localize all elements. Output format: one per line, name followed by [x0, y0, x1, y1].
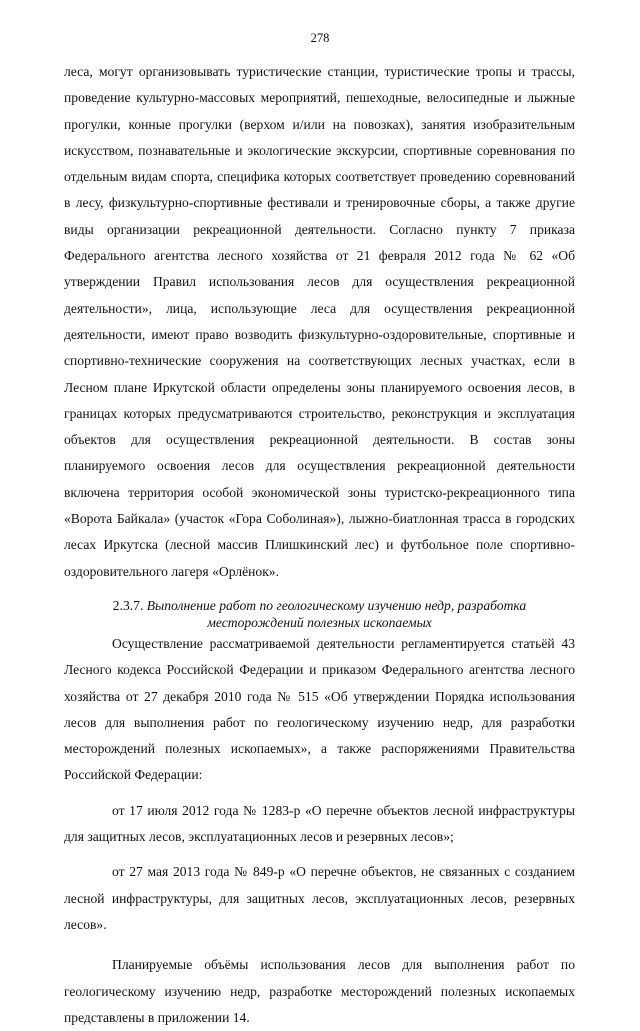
document-body [64, 59, 575, 1031]
section-title: Выполнение работ по геологическому изучению недр, разработка месторождений полезных ископаемых [146, 597, 527, 630]
section-number: 2.3.7. [112, 597, 144, 613]
paragraph-appendix-reference: Планируемые объёмы использования лесов для выполнения работ по геологическому изучению недр, разработке месторождений полезных ископаемых представлены в приложении 14. [64, 957, 575, 1025]
page-number: 278 [310, 31, 330, 45]
section-heading [64, 597, 575, 631]
paragraph-order-1283: от 17 июля 2012 года № 1283-р «О перечне объектов лесной инфраструктуры для защитных лесов, эксплуатационных лесов и резервных лесов»; [64, 802, 575, 845]
paragraph-recreational-activity: леса, могут организовывать туристические станции, туристические тропы и трассы, проведение культурно-массовых мероприятий, пешеходные, велосипедные и лыжные прогулки, конные прогулки (верхом и/или на повозках), занятия изобразительным искусством, познавательные и экологические экскурсии, спортивные соревнования по отдельным видам спорта, специфика которых соответствует проведению соревнований в лесу, физкультурно-спортивные фестивали и тренировочные сборы, а также другие виды организации рекреационной деятельности. Согласно пункту 7 приказа Федерального агентства лесного хозяйства от 21 февраля 2012 года № 62 «Об утверждении Правил использования лесов для осуществления рекреационной деятельности», лица, использующие леса для осуществления рекреационной деятельности, имеют право возводить физкультурно-оздоровительные, спортивные и спортивно-технические сооружения на соответствующих лесных участках, если в Лесном плане Иркутской области определены зоны планируемого освоения лесов, в границах которых предусматриваются строительство, реконструкция и эксплуатация объектов для осуществления рекреационной деятельности. В состав зоны планируемого освоения лесов для осуществления рекреационной деятельности включена территория особой экономической зоны туристско-рекреационного типа «Ворота Байкала» (участок «Гора Соболиная»), лыжно-биатлонная трасса в городских лесах Иркутска (лесной массив Плишкинский лес) и футбольное поле спортивно-оздоровительного лагеря «Орлёнок». [64, 64, 575, 579]
paragraph-regulation: Осуществление рассматриваемой деятельности регламентируется статьёй 43 Лесного кодекса Российской Федерации и приказом Федерального агентства лесного хозяйства от 27 декабря 2010 года № 515 «Об утверждении Порядка использования лесов для выполнения работ по геологическому изучению недр, для разработки месторождений полезных ископаемых», а также распоряжениями Правительства Российской Федерации: [64, 635, 575, 783]
paragraph-order-849: от 27 мая 2013 года № 849-р «О перечне объектов, не связанных с созданием лесной инфраструктуры, для защитных лесов, эксплуатационных лесов, резервных лесов». [64, 864, 575, 932]
